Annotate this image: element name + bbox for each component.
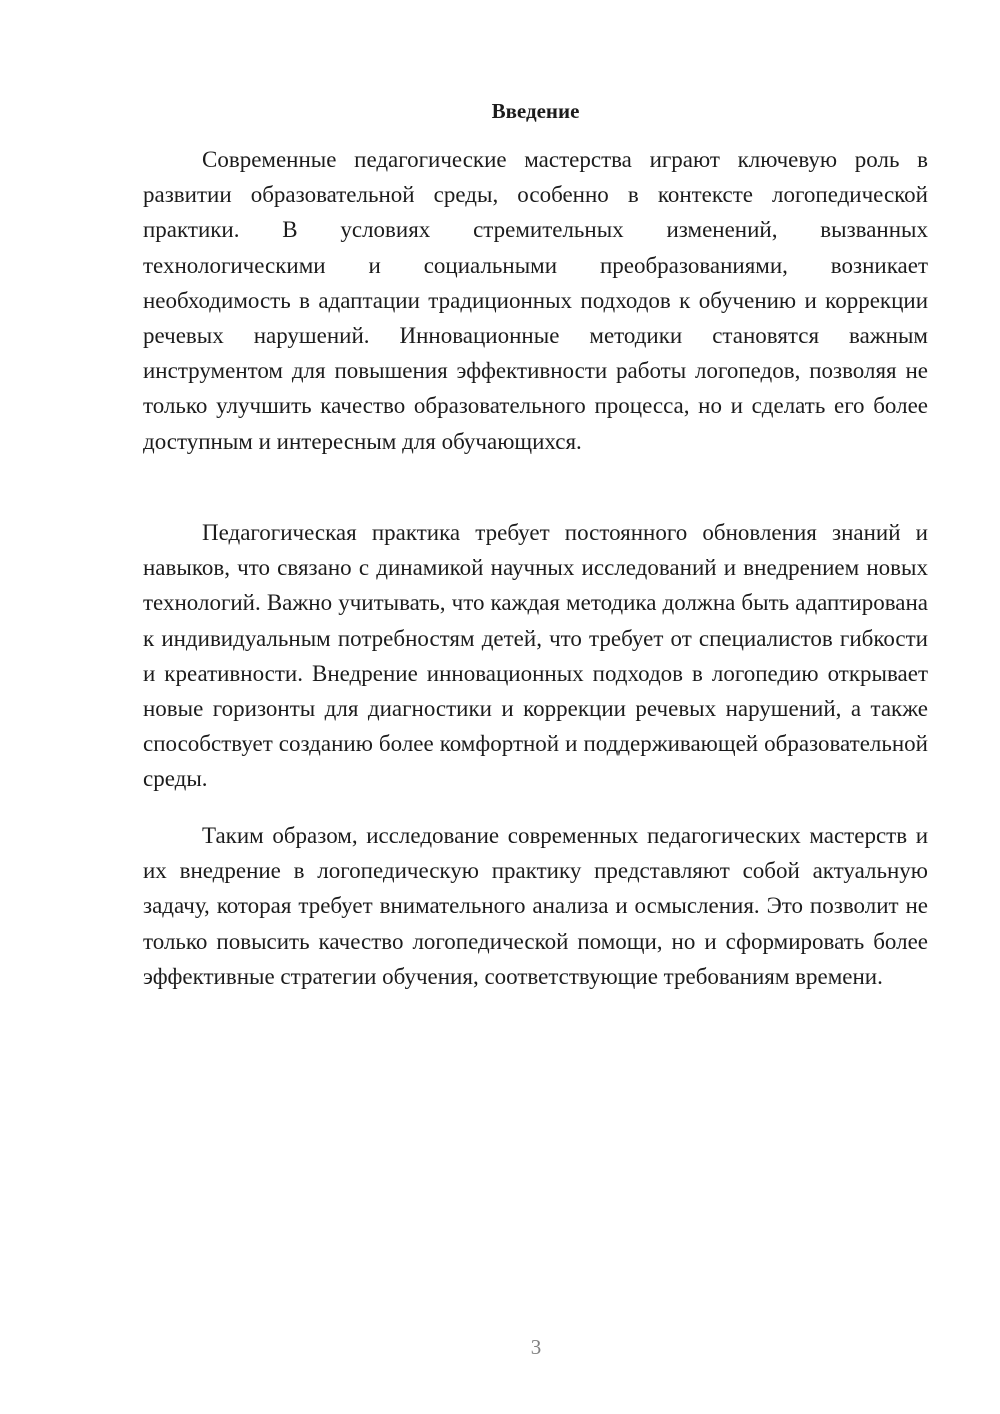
body-paragraph-3: Таким образом, исследование современных педагогических мастерств и их внедрение в логопедическую практику представляют собой актуальную задачу, которая требует внимательного анализа и осмысления. Это позволит не только повысить качество логопедической помощи, но и сформировать более эффективные стратегии обучения, соответствующие требованиям времени. — [143, 823, 928, 989]
body-paragraph-2: Педагогическая практика требует постоянного обновления знаний и навыков, что связано с динамикой научных исследований и внедрением новых технологий. Важно учитывать, что каждая методика должна быть адаптирована к индивидуальным потребностям детей, что требует от специалистов гибкости и креативности. Внедрение инновационных подходов в логопедию открывает новые горизонты для диагностики и коррекции речевых нарушений, а также способствует созданию более комфортной и поддерживающей образовательной среды. — [143, 520, 928, 792]
page-number: 3 — [530, 1335, 542, 1359]
section-heading: Введение — [491, 99, 580, 123]
body-paragraph-1: Современные педагогические мастерства играют ключевую роль в развитии образовательной среды, особенно в контексте логопедической практики. В условиях стремительных изменений, вызванных технологическими и социальными преобразованиями, возникает необходимость в адаптации традиционных подходов к обучению и коррекции речевых нарушений. Инновационные методики становятся важным инструментом для повышения эффективности работы логопедов, позволяя не только улучшить качество образовательного процесса, но и сделать его более доступным и интересным для обучающихся. — [143, 147, 928, 454]
